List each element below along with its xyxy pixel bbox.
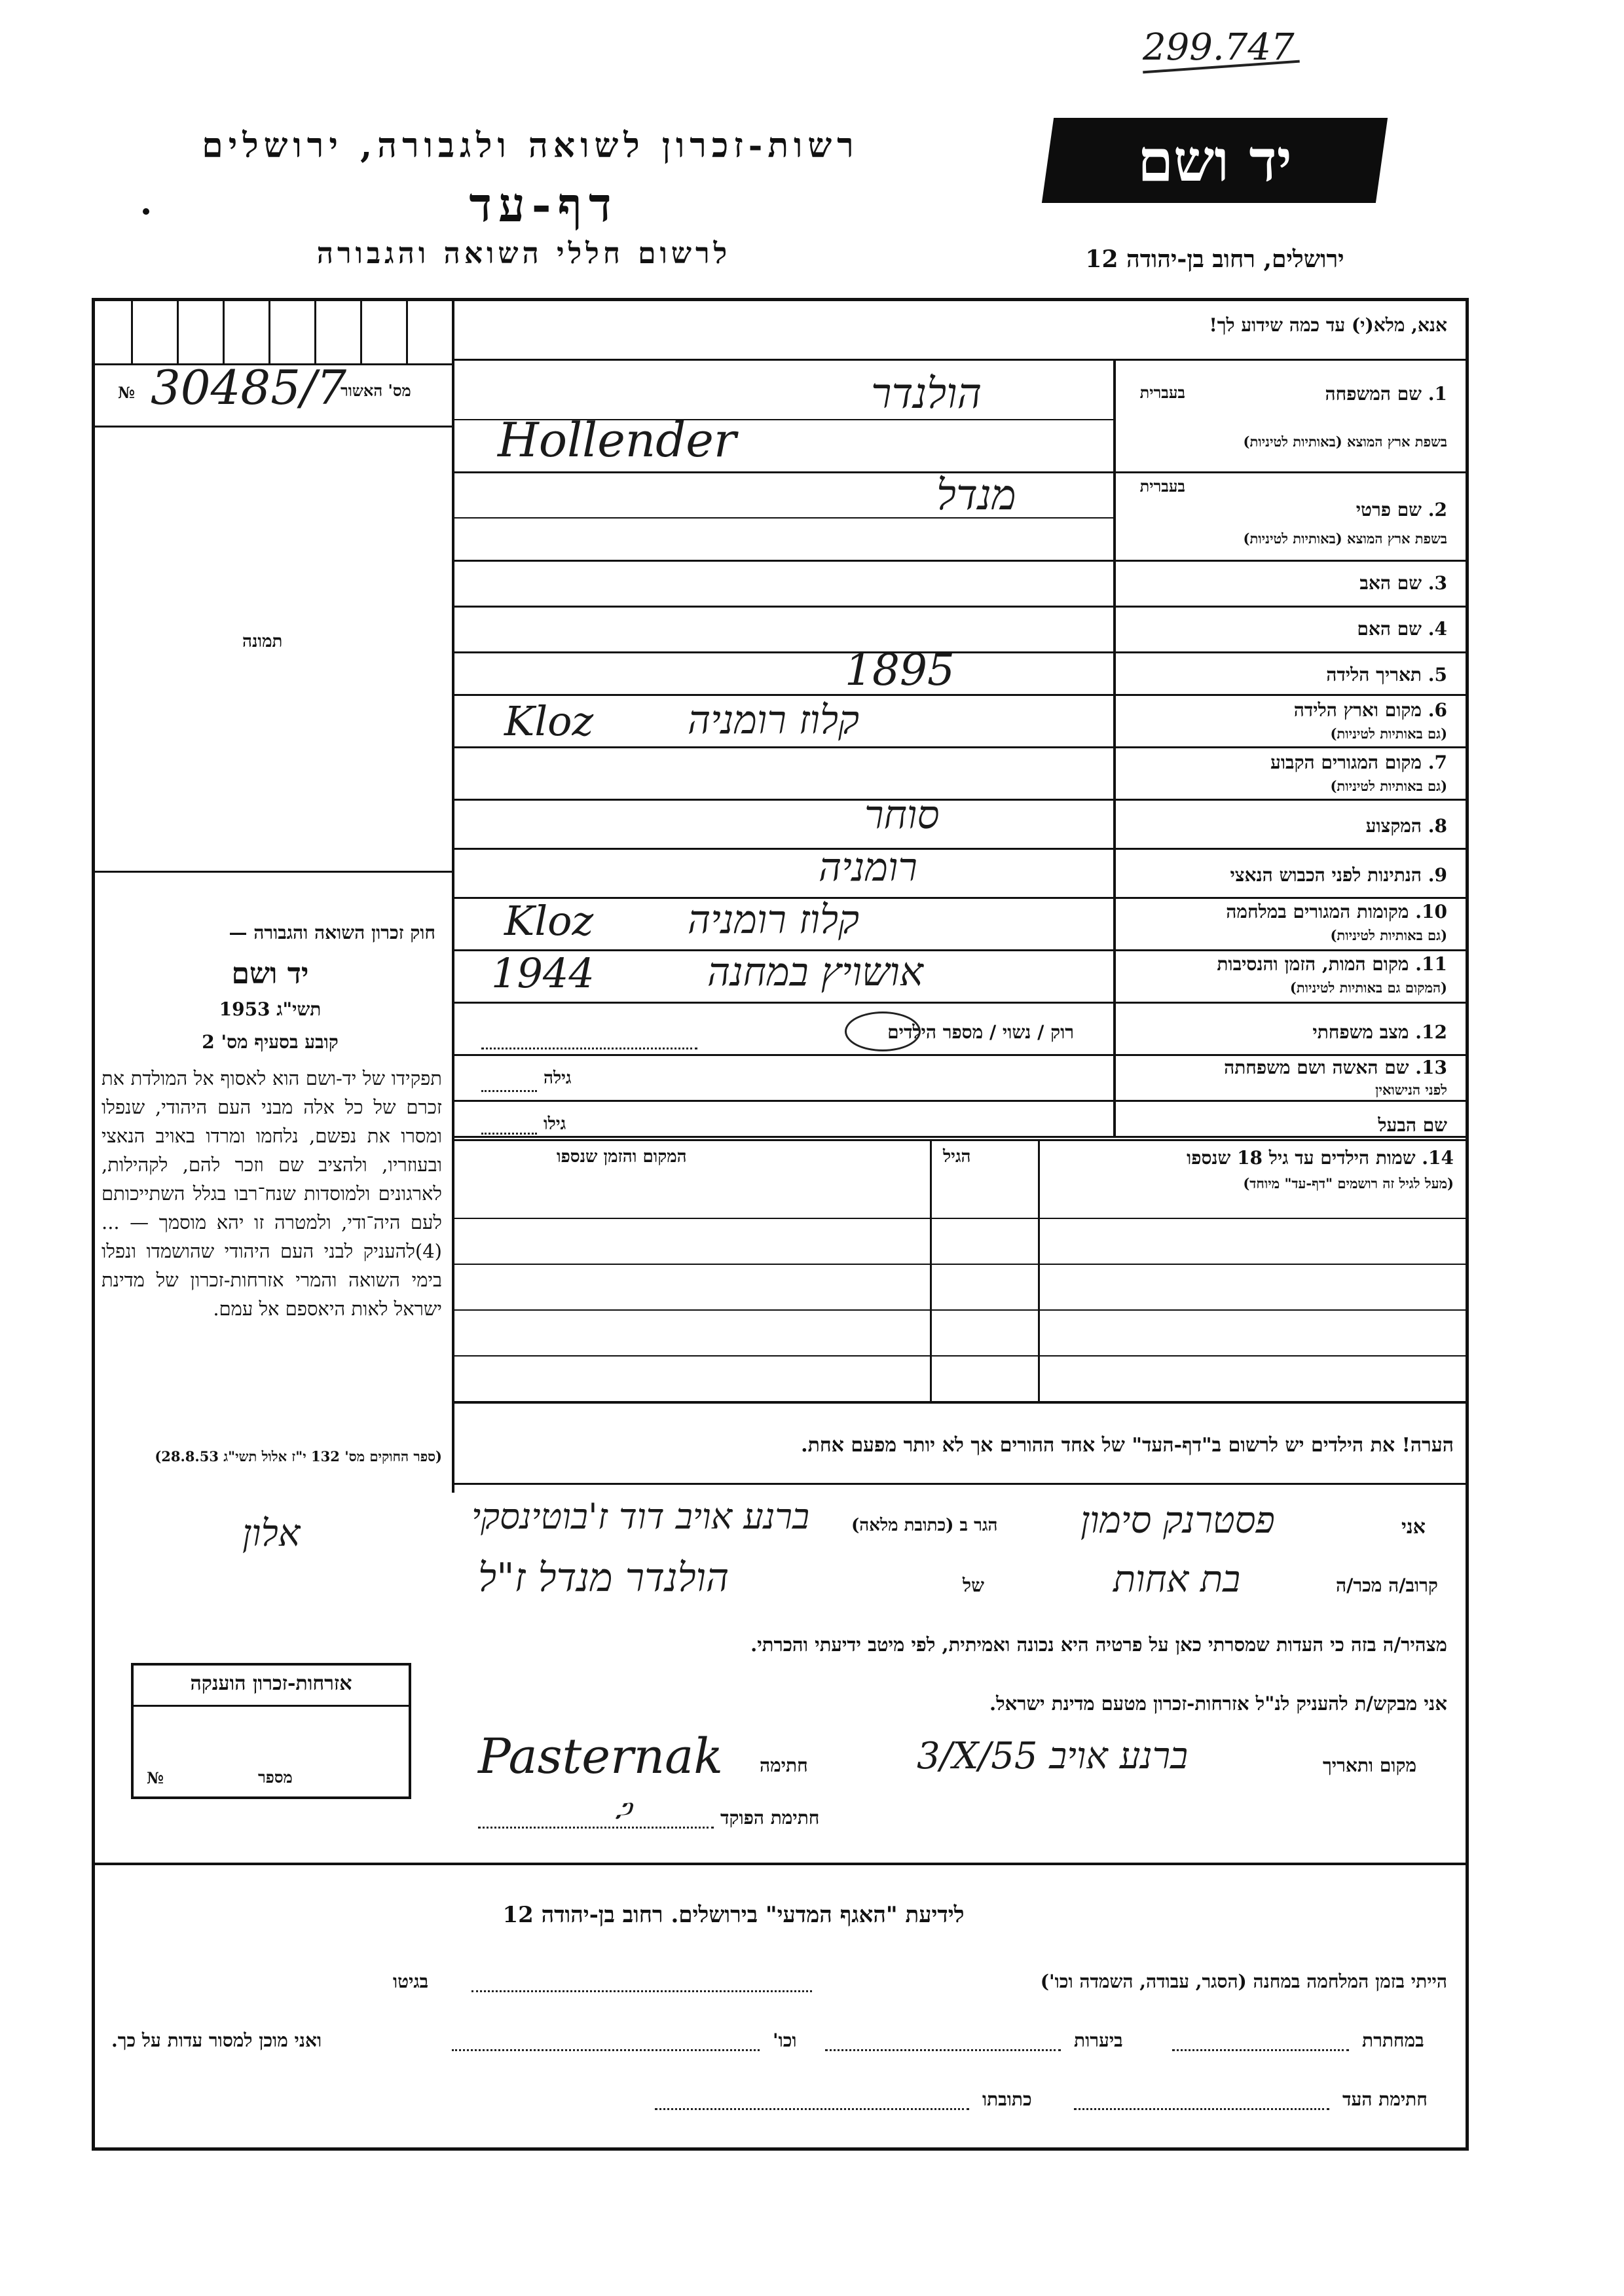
form-subtitle: לרשום חללי השואה והגבורה [316, 237, 731, 270]
field-8-label: 8. המקצוע [1365, 815, 1447, 837]
field-11-sub: (המקום גם באותיות לטיניות) [1289, 979, 1447, 996]
field-6-value: קלוז רומניה [688, 697, 860, 743]
field-6-value-latin: Kloz [504, 697, 594, 745]
approval-label: מס' האשור [341, 381, 411, 400]
law-name: יד ושם [231, 957, 309, 991]
resides-label: הגר ב (כתובת מלאה) [851, 1516, 998, 1535]
field-8-value: סוחר [864, 792, 940, 838]
signature-label: חתימה [760, 1755, 808, 1776]
field-13-label: 13. שם האשה ושם משפחתה [1224, 1057, 1447, 1078]
children-sub: (מעל לגיל זה רושמים "דף-עד" מיוחד) [1243, 1175, 1454, 1192]
address: ירושלים, רחוב בן-יהודה 12 [1085, 246, 1344, 273]
field-1-label: 1. שם המשפחה [1325, 383, 1447, 405]
bottom-line2-d: ואני מוכן למסור עדות על כך. [111, 2030, 322, 2051]
relative-label: קרוב/ה מכר/ה [1336, 1575, 1438, 1596]
org-line: רשות-זכרון לשואה ולגבורה, ירושלים [202, 126, 859, 166]
field-5-label: 5. תאריך הלידה [1326, 664, 1447, 685]
bottom-line1-b: בגיטו [393, 1971, 429, 1992]
children-col-age: הגיל [943, 1147, 971, 1167]
signature: Pasternak [478, 1728, 724, 1785]
field-9-value: רומניה [819, 845, 917, 890]
bottom-line2-c: וכו' [773, 2030, 797, 2051]
place-date-label: מקום ותאריך [1323, 1755, 1417, 1776]
children-col-place: המקום והזמן שנספו [557, 1147, 687, 1167]
declarant-city: אלון [242, 1512, 301, 1555]
law-year: תשי"ג 1953 [219, 998, 322, 1020]
bottom-line3-b: כתובתו [982, 2088, 1032, 2110]
ref-number: 299.747 [1143, 26, 1295, 69]
officer-scribble: ጋ [616, 1794, 632, 1824]
declarant-address: ברנע אויב דוד ז'בוטינסקי [471, 1496, 809, 1537]
husband-age-label: גילו [544, 1114, 566, 1134]
field-10-sub: (גם באותיות לטיניות) [1330, 927, 1447, 943]
field-10-label: 10. מקומות המגורים במלחמה [1226, 901, 1447, 922]
field-1-sub: בשפת ארץ המוצא (באותיות לטיניות) [1243, 433, 1447, 450]
husband-label: שם הבעל [1378, 1114, 1447, 1136]
declaration-text: מצהיר/ה בזה כי העדות שמסרתי כאן על פרטיה היא נכונה ואמיתית, לפי מיטב ידיעתי והכרתי. [750, 1633, 1447, 1656]
field-3-label: 3. שם האב [1359, 572, 1447, 594]
law-body: תפקידו של יד-ושם הוא לאסוף אל המולדת את זכרם של כל אלה מבני העם היהודי, שנפלו ומסרו את נפשם, נלחמו ומרדו באויב הנאצי ובעוזריו, ולהציב שם וזכר להם, לקהילות, לארגונים ולמוסדות שנח־רבו בגלל השתייכותם לעם היה־ודי, ולמטרה זו יהא מוסמך — ...(4)להעניק לבני העם היהודי שהושמדו ונפלו בימי השואה והמרי אזרחות-זכרון של מדינת ישראל לאות היאספם אל עמם. [101, 1067, 442, 1320]
bottom-title: לידיעת "האגף המדעי" בירושלים. רחוב בן-יהודה 12 [502, 1902, 965, 1928]
dot-mark [143, 208, 149, 215]
field-5-value: 1895 [845, 645, 955, 695]
form-title: דף-עד [469, 177, 618, 232]
relation-value: בת אחות [1113, 1558, 1241, 1601]
field-6-label: 6. מקום וארץ הלידה [1293, 699, 1447, 721]
field-1-value-he: הולנדר [871, 370, 982, 418]
field-7-label: 7. מקום המגורים הקבוע [1270, 752, 1447, 773]
bottom-line2-a: במחתרת [1362, 2030, 1424, 2051]
bottom-line2-b: ביערות [1074, 2030, 1123, 2051]
field-7-sub: (גם באותיות לטיניות) [1330, 778, 1447, 794]
field-2-hebrew-label: בעברית [1139, 477, 1185, 496]
declarant-name: פסטרנק סימון [1080, 1499, 1275, 1542]
of-name: הולנדר מנדל ז"ל [478, 1555, 729, 1601]
field-11-label: 11. מקום המות, הזמן והנסיבות [1217, 953, 1447, 975]
law-title: חוק זכרון השואה והגבורה — [229, 922, 435, 943]
marital-options: רוק / נשוי / מספר הילדים [887, 1021, 1074, 1043]
bottom-line3-a: חתימת העד [1342, 2088, 1428, 2110]
law-section: קובע בסעיף מס' 2 [202, 1031, 339, 1053]
field-10-value-latin: Kloz [504, 897, 594, 945]
approval-no-sign: № [118, 383, 136, 402]
officer-label: חתימת הפוקד [720, 1807, 820, 1829]
of-label: של [963, 1575, 984, 1596]
children-label: 14. שמות הילדים עד גיל 18 שנספו [1187, 1147, 1454, 1169]
field-13-sub: לפני הנישואין [1375, 1082, 1447, 1098]
field-11-value-year: 1944 [491, 949, 595, 997]
field-9-label: 9. הנתינות לפני הכבוש הנאצי [1230, 864, 1447, 886]
ani-label: אני [1401, 1516, 1426, 1539]
request-text: אני מבקש/ת להעניק לנ"ל אזרחות-זכרון מטעם מדינת ישראל. [989, 1692, 1447, 1715]
marital-circle [845, 1011, 921, 1051]
intro-text: אנא, מלא(י) עד כמה שידוע לך! [1209, 314, 1447, 336]
field-2-value-he: מנדל [936, 471, 1016, 520]
law-reference: (ספר החוקים מס' 132 י"ז אלול תשי"ג 28.8.53) [155, 1448, 442, 1465]
citizenship-box: אזרחות-זכרון הוענקה № מספר [131, 1663, 411, 1799]
field-1-hebrew-label: בעברית [1139, 383, 1185, 402]
field-10-value: קלוז רומניה [688, 897, 860, 943]
field-12-label: 12. מצב משפחתי [1312, 1021, 1447, 1043]
photo-label: תמונה [242, 632, 283, 651]
field-2-label: 2. שם פרטי [1356, 499, 1447, 520]
field-11-value: אושויץ במחנה [707, 949, 923, 995]
field-4-label: 4. שם האם [1357, 618, 1447, 640]
wife-age-label: גילה [544, 1068, 572, 1088]
field-6-sub: (גם באותיות לטיניות) [1330, 725, 1447, 742]
note: הערה! את הילדים יש לרשום ב"דף-העד" של אחד ההורים אך לא יותר מפעם אחת. [801, 1434, 1454, 1457]
field-2-sub: בשפת ארץ המוצא (באותיות לטיניות) [1243, 530, 1447, 547]
place-date-value: 3/X/55 ברנע אויב [917, 1735, 1189, 1777]
field-1-value-latin: Hollender [498, 412, 737, 467]
yad-vashem-logo: יד ושם [1042, 118, 1388, 203]
bottom-line1-a: הייתי בזמן המלחמה במחנה (הסגר, עבודה, השמדה וכו') [1040, 1971, 1447, 1992]
approval-number: 30485/7 [151, 360, 347, 415]
